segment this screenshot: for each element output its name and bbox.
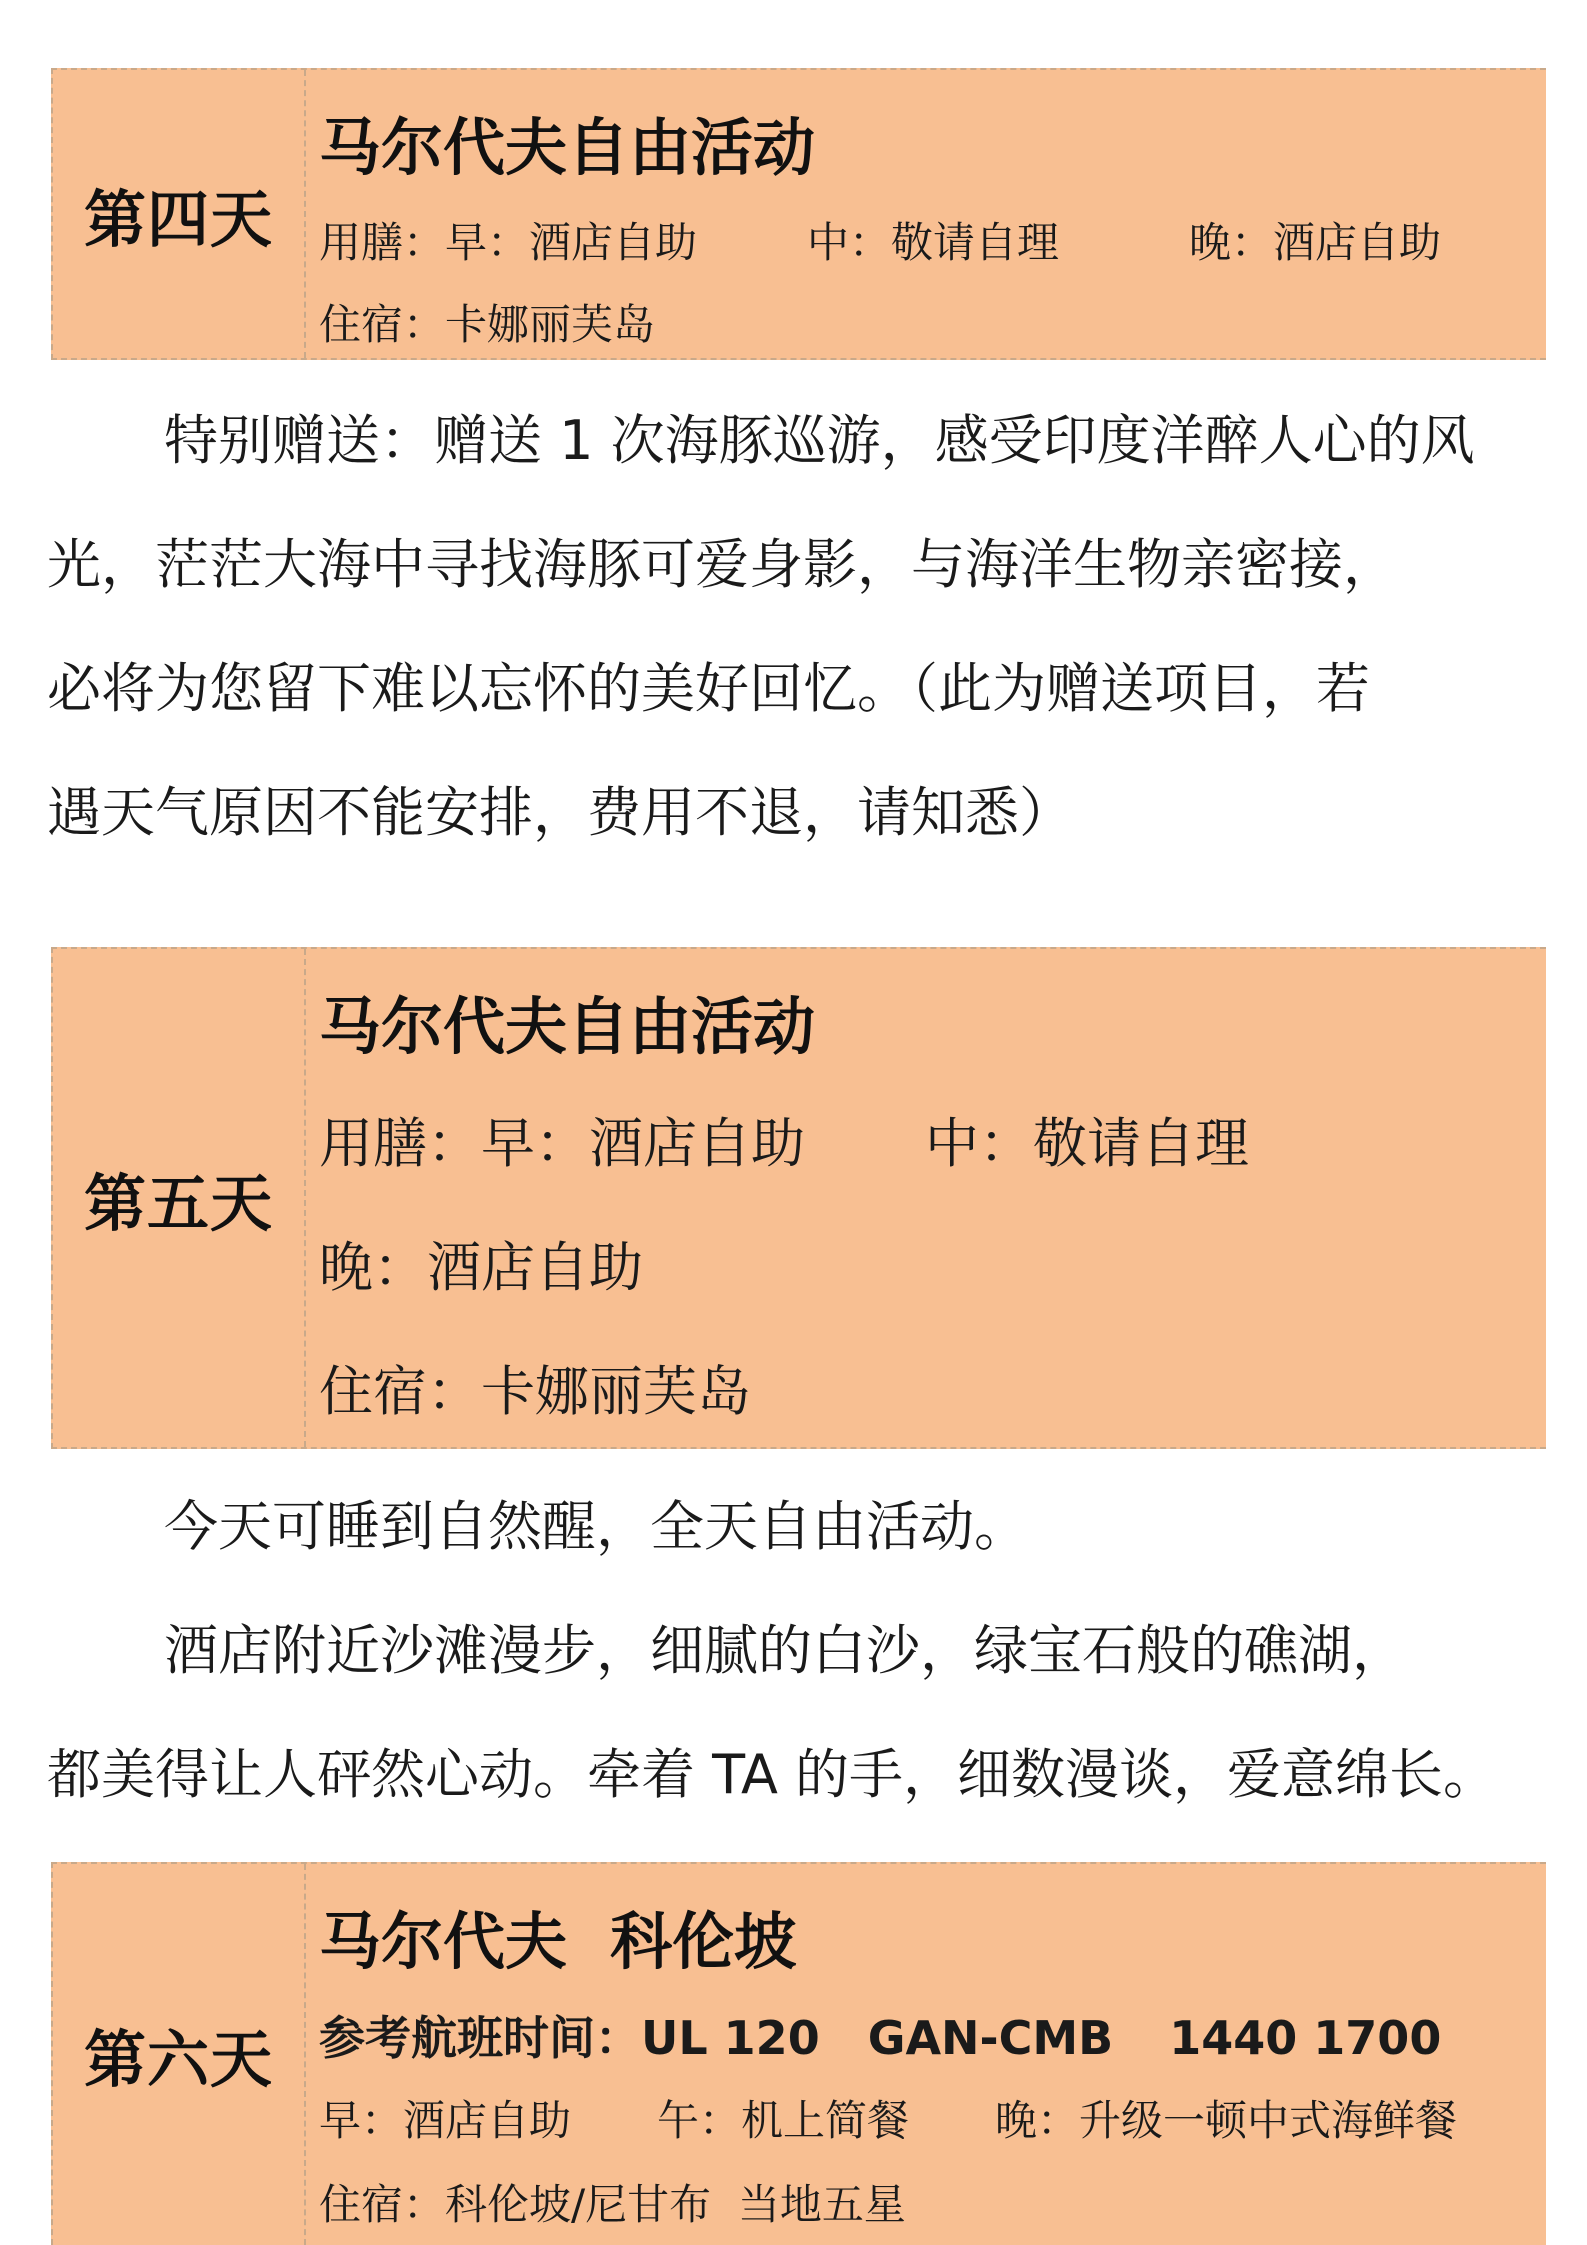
day6-lunch: 午：机上简餐 — [657, 2096, 910, 2145]
day5-title: 马尔代夫自由活动 — [319, 990, 816, 1063]
day6-breakfast: 早：酒店自助 — [319, 2096, 572, 2145]
day5-details — [319, 949, 1546, 1447]
day5-para-line-2: 酒店附近沙滩漫步，细腻的白沙，绿宝石般的礁湖， — [164, 1619, 1406, 1682]
day6-title: 马尔代夫 科伦坡 — [319, 1905, 797, 1978]
day6-flight-number: UL 120 — [641, 2011, 820, 2065]
day6-flight-times: 1440 1700 — [1169, 2011, 1442, 2065]
day4-lunch: 中：敬请自理 — [807, 218, 1060, 267]
day5-meals — [319, 1101, 1249, 1178]
day4-meals-prefix: 用膳： — [319, 218, 446, 267]
day4-header-box — [51, 68, 1546, 360]
day4-meals — [319, 210, 1441, 270]
day4-para-line-1: 特别赠送：赠送 1 次海豚巡游，感受印度洋醉人心的风 — [164, 409, 1475, 472]
day5-meals-prefix: 用膳： — [319, 1112, 481, 1175]
day4-breakfast: 早：酒店自助 — [445, 218, 698, 267]
day5-breakfast: 早：酒店自助 — [481, 1112, 805, 1175]
day6-header-box — [51, 1862, 1546, 2245]
day6-flight-label: 参考航班时间： — [319, 2011, 641, 2065]
day6-stay: 住宿：科伦坡/尼甘布 当地五星 — [319, 2180, 906, 2229]
day4-para-line-2: 光，茫茫大海中寻找海豚可爱身影，与海洋生物亲密接， — [47, 533, 1397, 596]
day4-details — [319, 70, 1546, 358]
day4-para-line-4: 遇天气原因不能安排，费用不退，请知悉） — [47, 781, 1073, 844]
day5-stay: 住宿：卡娜丽芙岛 — [319, 1360, 751, 1423]
day4-title: 马尔代夫自由活动 — [319, 111, 816, 184]
day5-header-box — [51, 947, 1546, 1449]
day4-para-line-3: 必将为您留下难以忘怀的美好回忆。（此为赠送项目，若 — [47, 657, 1370, 720]
day4-dinner: 晚：酒店自助 — [1189, 218, 1442, 267]
day5-lunch: 中：敬请自理 — [925, 1112, 1249, 1175]
day4-stay: 住宿：卡娜丽芙岛 — [319, 300, 656, 349]
day6-dinner: 晚：升级一顿中式海鲜餐 — [995, 2096, 1458, 2145]
day6-details — [319, 1864, 1546, 2245]
day6-flight-route: GAN-CMB — [867, 2011, 1114, 2065]
day6-meals — [319, 2088, 1457, 2148]
day4-label: 第四天 — [53, 70, 306, 358]
day6-flight — [319, 2002, 1441, 2068]
day5-label: 第五天 — [53, 949, 306, 1447]
day5-para-line-1: 今天可睡到自然醒，全天自由活动。 — [164, 1495, 1028, 1558]
day6-label: 第六天 — [53, 1864, 306, 2245]
day5-para-line-3: 都美得让人砰然心动。牵着 TA 的手，细数漫谈，爱意绵长。 — [47, 1743, 1498, 1806]
day5-dinner: 晚：酒店自助 — [319, 1236, 643, 1299]
